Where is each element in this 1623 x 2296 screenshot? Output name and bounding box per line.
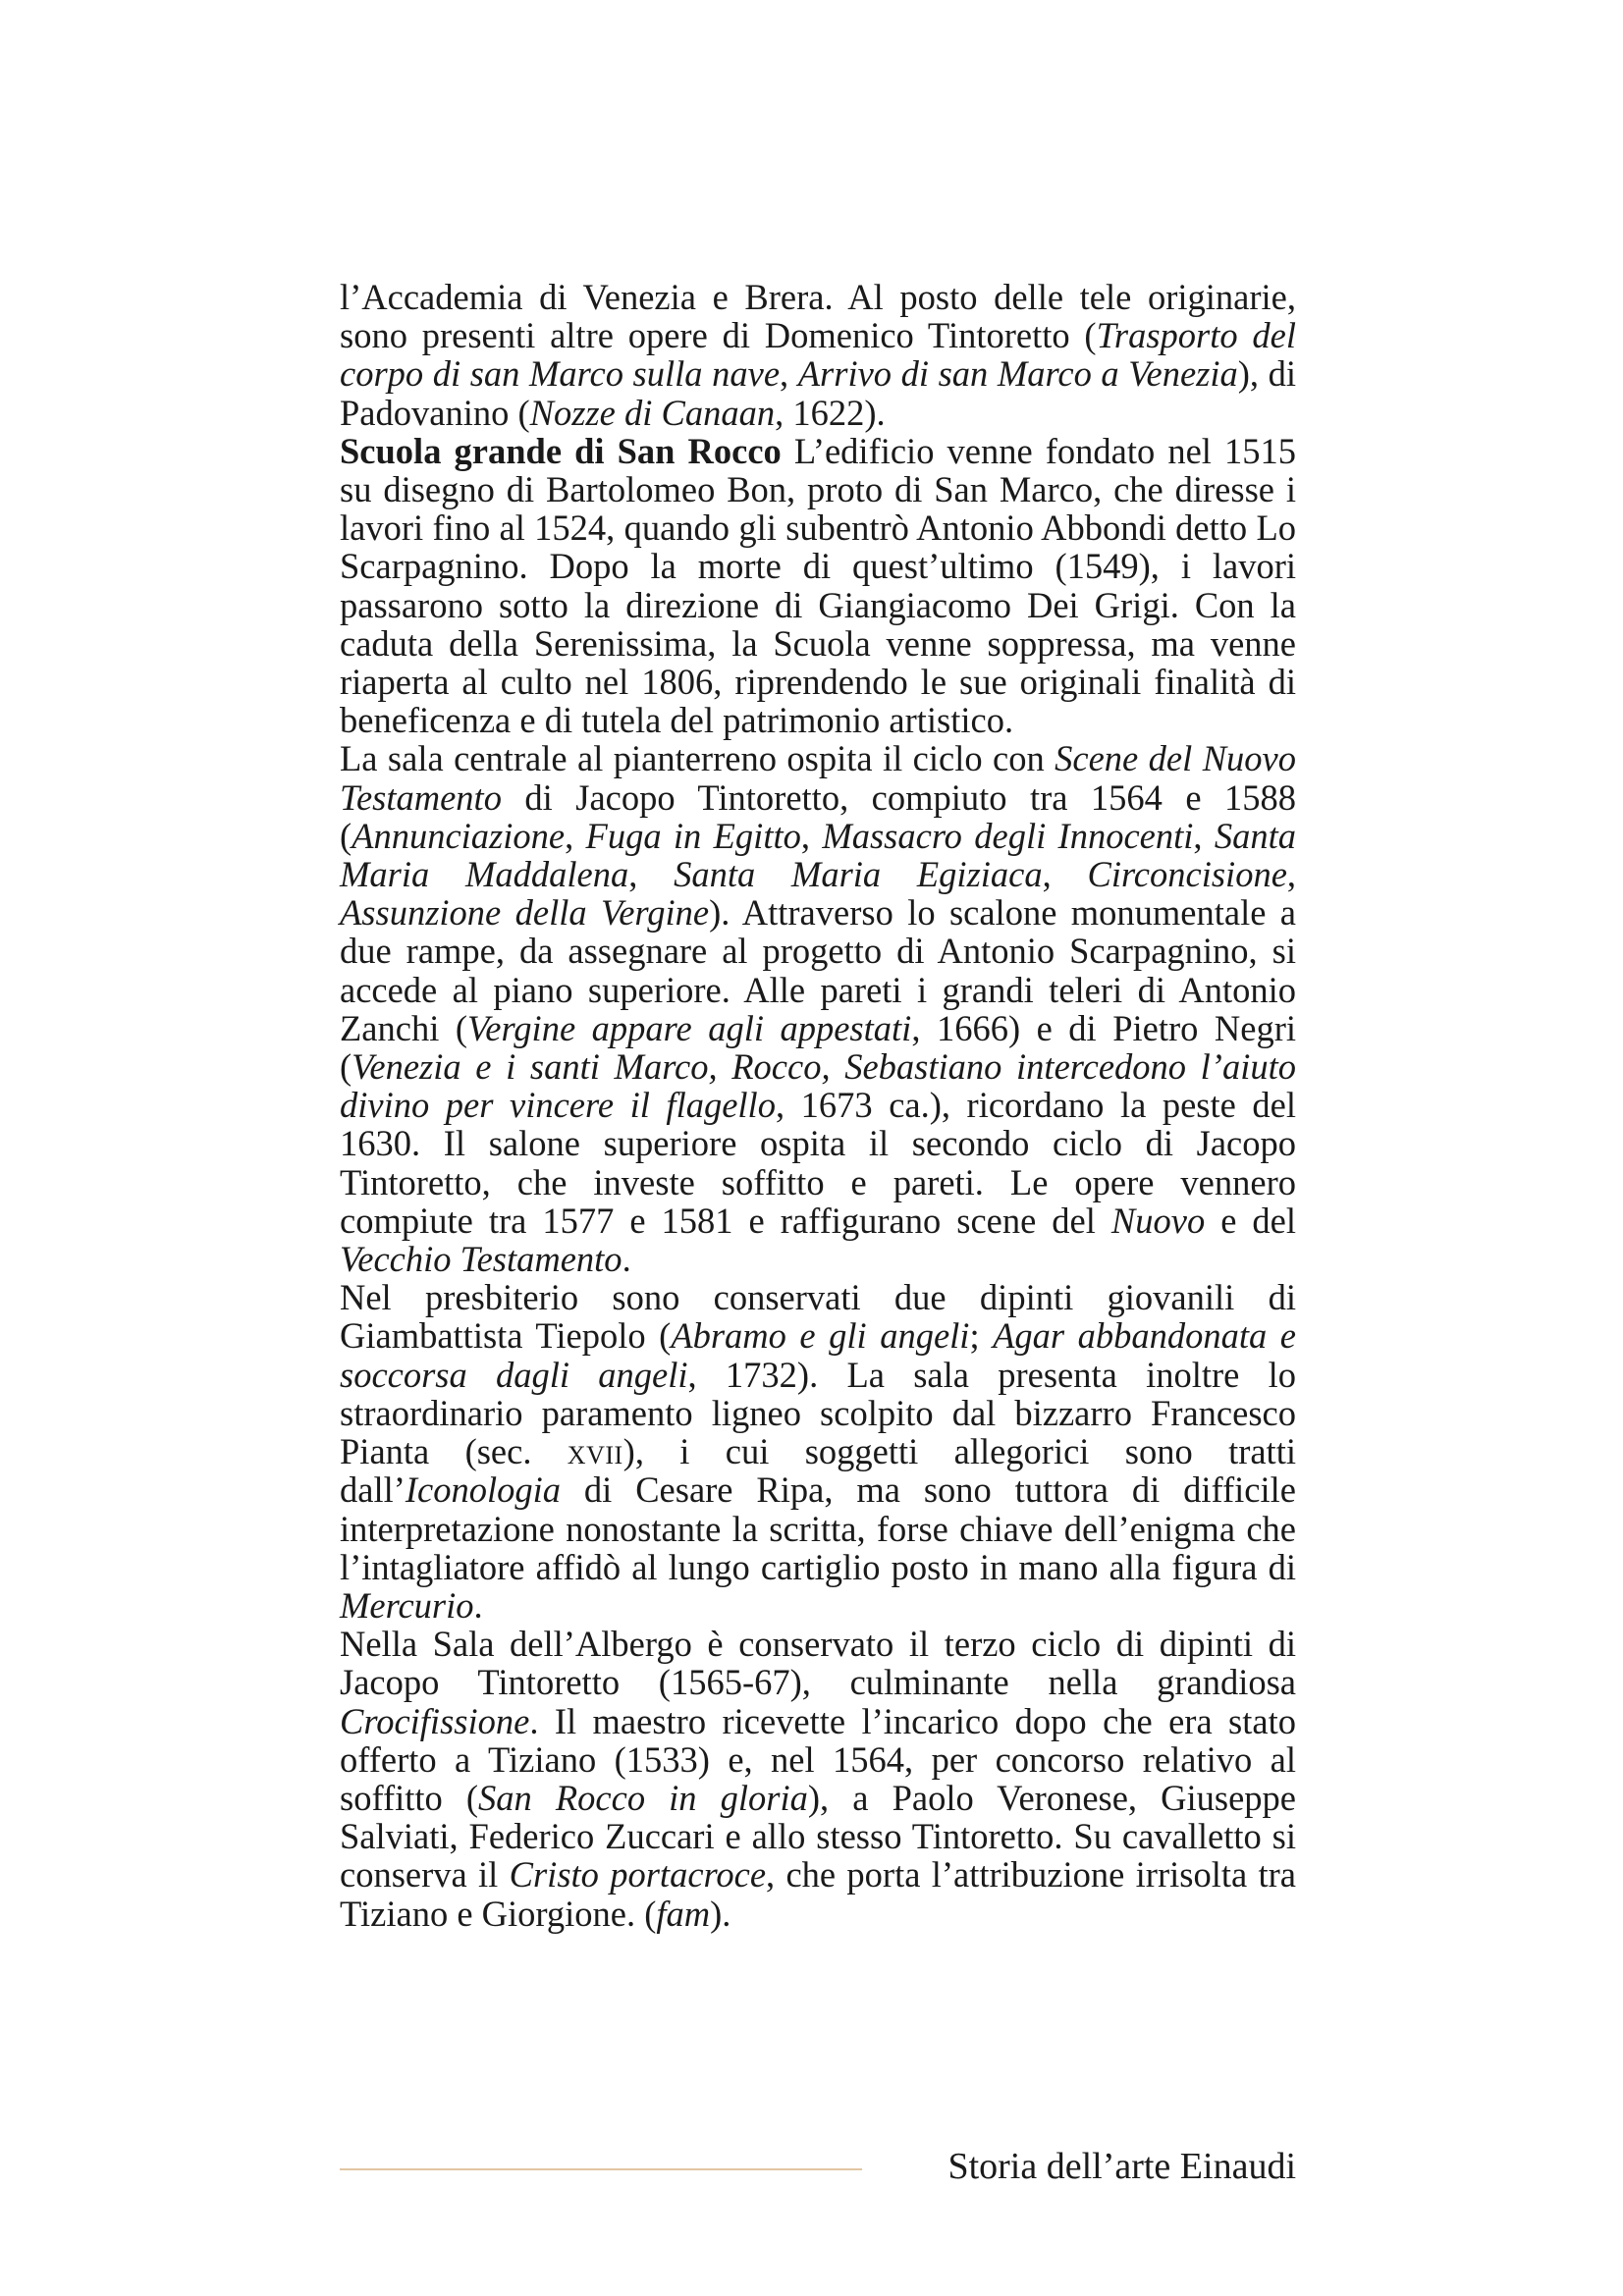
- text-run: di Cesare Ripa, ma sono tuttora di difficile interpretazione nonostante la scritta, forse chiave dell’enigma che l’intagliatore affidò al lungo cartiglio posto in mano alla figura di: [340, 1469, 1296, 1587]
- artwork-title: Annunciazione: [352, 815, 566, 856]
- text-run: , che porta l’attribuzione irrisolta tra Tiziano e Giorgione. (: [340, 1854, 1296, 1934]
- text-run: ), a Paolo Veronese, Giuseppe Salviati, Federico Zuccari e allo stesso Tintoretto. Su cavalletto si conserva il: [340, 1777, 1297, 1896]
- artwork-title: Trasporto del corpo di san Marco sulla nave: [340, 315, 1297, 395]
- artwork-title: Abramo e gli angeli: [671, 1315, 970, 1357]
- text-run: ), i cui soggetti allegorici sono tratti dall’: [340, 1431, 1296, 1511]
- text-run: ,: [565, 815, 586, 856]
- artwork-title: Cristo portacroce: [509, 1854, 767, 1896]
- text-run: . Il maestro ricevette l’incarico dopo che era stato offerto a Tiziano (1533) e, nel 1564, per concorso relativo al soffitto (: [340, 1700, 1296, 1818]
- artwork-title: Nuovo: [1110, 1200, 1206, 1241]
- text-run: ,: [1193, 815, 1215, 856]
- text-run: L’edificio venne fondato nel 1515 su disegno di Bartolomeo Bon, proto di San Marco, che diresse i lavori fino al 1524, quando gli subentrò Antonio Abbondi detto Lo Scarpagnino. Dopo la morte di quest’ultimo (1549), i lavori passarono sotto la direzione di Giangiacomo Dei Grigi. Con la caduta della Serenissima, la Scuola venne soppressa, ma venne riaperta al culto nel 1806, riprendendo le sue originali finalità di beneficenza e di tutela del patrimonio artistico.: [340, 430, 1296, 741]
- paragraph: [340, 1625, 1296, 1933]
- artwork-title: Arrivo di san Marco a Venezia: [797, 353, 1238, 395]
- text-run: , 1732). La sala presenta inoltre lo straordinario paramento ligneo scolpito dal bizzarro Francesco Pianta (sec.: [340, 1354, 1296, 1472]
- paragraph: [340, 432, 1296, 740]
- entry-heading: Scuola grande di San Rocco: [340, 430, 782, 471]
- artwork-title: Massacro degli Innocenti: [822, 815, 1194, 856]
- century-numeral: xvii: [567, 1431, 623, 1472]
- text-run: di Jacopo Tintoretto, compiuto tra 1564 e 1588 (: [340, 776, 1296, 856]
- text-run: ).: [710, 1893, 731, 1934]
- artwork-title: Fuga in Egitto: [585, 815, 801, 856]
- text-run: ;: [969, 1315, 994, 1357]
- text-run: La sala centrale al pianterreno ospita il ciclo con: [340, 738, 1055, 779]
- artwork-title: Agar abbandonata e soccorsa dagli angeli: [340, 1315, 1296, 1395]
- text-run: ,: [628, 854, 675, 895]
- text-run: e del: [1205, 1200, 1297, 1241]
- footer-rule: [340, 2168, 862, 2170]
- book-title: Iconologia: [405, 1469, 562, 1511]
- text-run: ,: [800, 815, 823, 856]
- artwork-title: Santa Maria Maddalena: [340, 815, 1297, 895]
- artwork-title: Crocifissione: [340, 1700, 530, 1741]
- figure-name: Mercurio: [340, 1584, 474, 1626]
- text-run: l’Accademia di Venezia e Brera. Al posto delle tele originarie, sono presenti altre opere di Domenico Tintoretto (: [340, 277, 1296, 356]
- artwork-title: Venezia e i santi Marco, Rocco, Sebastiano intercedono l’aiuto divino per vincere il flagello: [340, 1046, 1296, 1126]
- text-run: ). Attraverso lo scalone monumentale a due rampe, da assegnare al progetto di Antonio Scarpagnino, si accede al piano superiore. Alle pareti i grandi teleri di Antonio Zanchi (: [340, 892, 1297, 1048]
- artwork-title: Nozze di Canaan: [529, 392, 776, 433]
- artwork-title: Vergine appare agli appestati: [467, 1007, 912, 1048]
- text-run: Nella Sala dell’Albergo è conservato il terzo ciclo di dipinti di Jacopo Tintoretto (1565-67), culminante nella grandiosa: [340, 1624, 1296, 1703]
- artwork-title: Scene del Nuovo Testamento: [340, 738, 1296, 818]
- artwork-title: Santa Maria Egiziaca: [674, 854, 1043, 895]
- text-run: .: [473, 1584, 483, 1626]
- artwork-title: Circoncisione: [1087, 854, 1287, 895]
- text-run: ), di Padovanino (: [340, 353, 1297, 433]
- artwork-title: Assunzione della Vergine: [340, 892, 710, 934]
- body-text: [340, 278, 1296, 1933]
- paragraph: [340, 1278, 1296, 1625]
- text-run: Nel presbiterio sono conservati due dipinti giovanili di Giambattista Tiepolo (: [340, 1277, 1296, 1357]
- text-run: , 1666) e di Pietro Negri (: [340, 1007, 1296, 1088]
- author-initials: fam: [656, 1893, 711, 1934]
- artwork-title: San Rocco in gloria: [478, 1777, 808, 1818]
- text-run: , 1673 ca.), ricordano la peste del 1630. Il salone superiore ospita il secondo ciclo di Jacopo Tintoretto, che investe soffitto e pareti. Le opere vennero compiute tra 1577 e 1581 e raffigurano scene del: [340, 1085, 1296, 1241]
- text-run: ,: [1286, 854, 1297, 895]
- text-run: , 1622).: [775, 392, 886, 433]
- text-run: .: [622, 1239, 631, 1280]
- paragraph: [340, 739, 1296, 1278]
- text-run: ,: [780, 353, 798, 395]
- publication-title: Storia dell’arte Einaudi: [947, 2146, 1296, 2187]
- page-footer: [340, 2145, 1296, 2194]
- artwork-title: Vecchio Testamento: [340, 1239, 622, 1280]
- text-run: ,: [1042, 854, 1088, 895]
- paragraph: [340, 278, 1296, 432]
